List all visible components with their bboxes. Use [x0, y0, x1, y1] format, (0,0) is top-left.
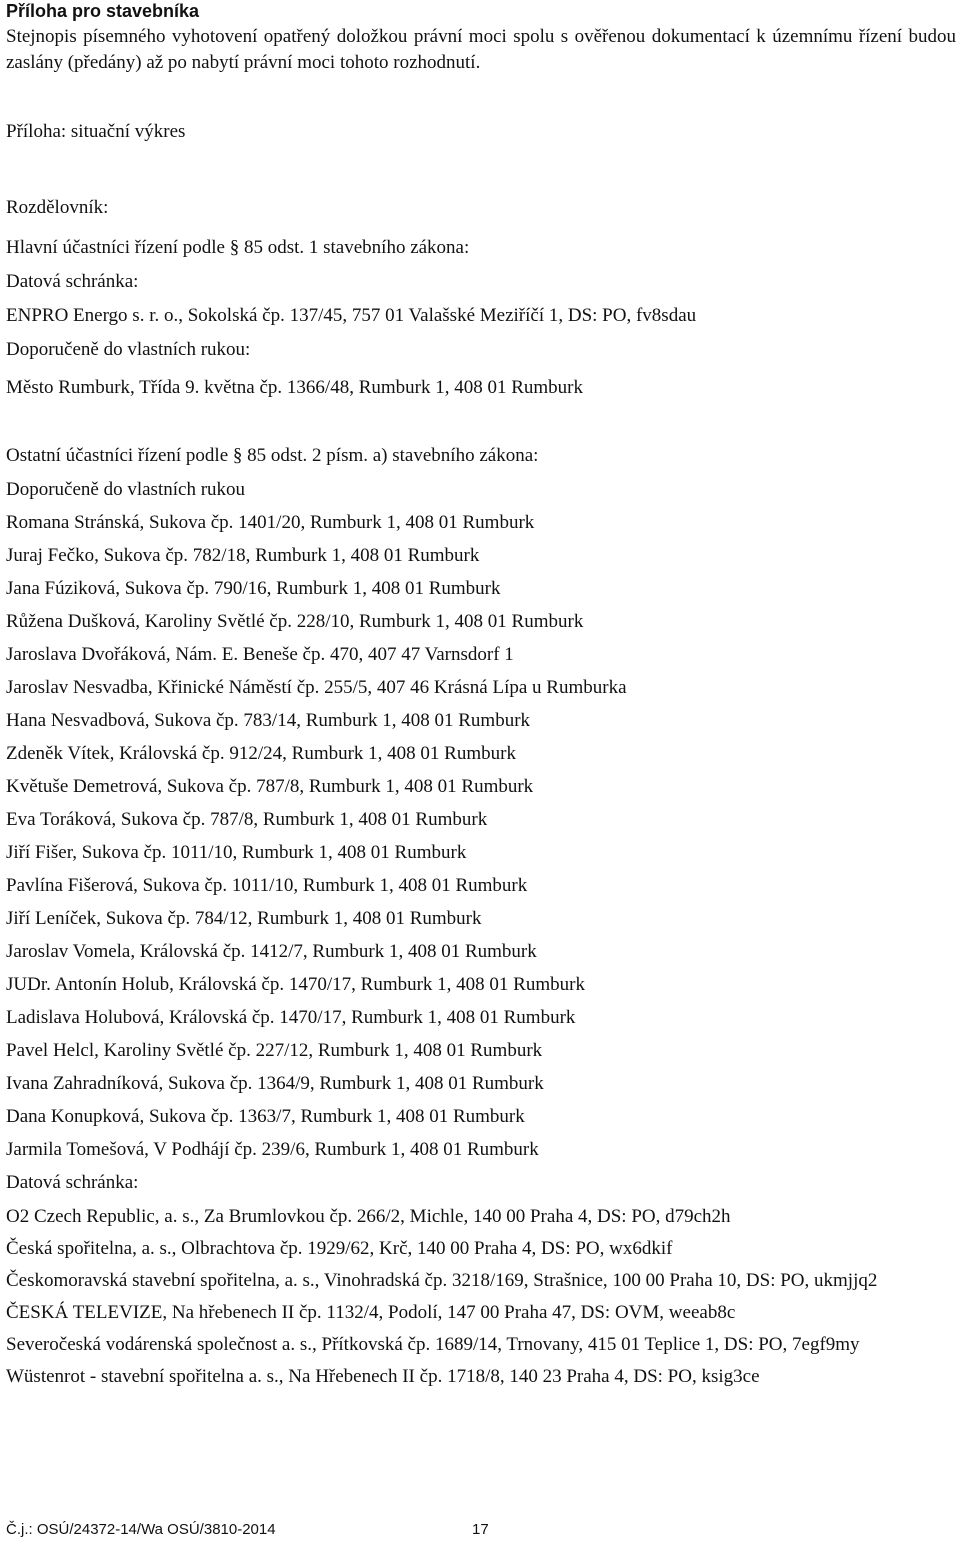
list-item: Jarmila Tomešová, V Podhájí čp. 239/6, Rumburk 1, 408 01 Rumburk — [6, 1139, 539, 1160]
list-item: O2 Czech Republic, a. s., Za Brumlovkou čp. 266/2, Michle, 140 00 Praha 4, DS: PO, d79ch2h — [6, 1206, 731, 1227]
other-personal-label: Doporučeně do vlastních rukou — [6, 479, 246, 500]
list-item: Pavel Helcl, Karoliny Světlé čp. 227/12, Rumburk 1, 408 01 Rumburk — [6, 1040, 543, 1061]
list-item: Jiří Leníček, Sukova čp. 784/12, Rumburk 1, 408 01 Rumburk — [6, 908, 482, 929]
list-item: ENPRO Energo s. r. o., Sokolská čp. 137/45, 757 01 Valašské Meziříčí 1, DS: PO, fv8sdau — [6, 305, 697, 326]
page-number: 17 — [472, 1521, 489, 1538]
footer-reference: Č.j.: OSÚ/24372-14/Wa OSÚ/3810-2014 — [6, 1521, 276, 1538]
list-item: Wüstenrot - stavební spořitelna a. s., Na Hřebenech II čp. 1718/8, 140 23 Praha 4, DS: PO, ksig3ce — [6, 1366, 760, 1387]
list-item: ČESKÁ TELEVIZE, Na hřebenech II čp. 1132/4, Podolí, 147 00 Praha 47, DS: OVM, weeab8c — [6, 1302, 736, 1323]
list-item: Dana Konupková, Sukova čp. 1363/7, Rumburk 1, 408 01 Rumburk — [6, 1106, 525, 1127]
list-item: Květuše Demetrová, Sukova čp. 787/8, Rumburk 1, 408 01 Rumburk — [6, 776, 534, 797]
document-page — [6, 0, 956, 1390]
main-ds-list — [6, 304, 956, 328]
list-item: Ladislava Holubová, Královská čp. 1470/17, Rumburk 1, 408 01 Rumburk — [6, 1007, 576, 1028]
list-item: Jaroslav Vomela, Královská čp. 1412/7, Rumburk 1, 408 01 Rumburk — [6, 941, 537, 962]
list-item: Pavlína Fišerová, Sukova čp. 1011/10, Rumburk 1, 408 01 Rumburk — [6, 875, 528, 896]
list-item: Jana Fúziková, Sukova čp. 790/16, Rumburk 1, 408 01 Rumburk — [6, 578, 501, 599]
other-participants-label: Ostatní účastníci řízení podle § 85 odst. 2 písm. a) stavebního zákona: — [6, 445, 539, 466]
list-item: Severočeská vodárenská společnost a. s., Přítkovská čp. 1689/14, Trnovany, 415 01 Teplice 1, DS: PO, 7egf9my — [6, 1334, 860, 1355]
list-item: Zdeněk Vítek, Královská čp. 912/24, Rumburk 1, 408 01 Rumburk — [6, 743, 516, 764]
attachment-line: Příloha: situační výkres — [6, 121, 186, 142]
main-ds-label: Datová schránka: — [6, 271, 139, 292]
list-item: Město Rumburk, Třída 9. května čp. 1366/48, Rumburk 1, 408 01 Rumburk — [6, 377, 583, 398]
main-personal-label: Doporučeně do vlastních rukou: — [6, 339, 251, 360]
list-item: Eva Toráková, Sukova čp. 787/8, Rumburk 1, 408 01 Rumburk — [6, 809, 488, 830]
list-item: Ivana Zahradníková, Sukova čp. 1364/9, Rumburk 1, 408 01 Rumburk — [6, 1073, 544, 1094]
other-ds-list — [6, 1204, 956, 1390]
list-item: Hana Nesvadbová, Sukova čp. 783/14, Rumburk 1, 408 01 Rumburk — [6, 710, 531, 731]
other-personal-list — [6, 511, 956, 1162]
other-ds-label: Datová schránka: — [6, 1172, 139, 1193]
list-item: Romana Stránská, Sukova čp. 1401/20, Rumburk 1, 408 01 Rumburk — [6, 512, 535, 533]
list-item: JUDr. Antonín Holub, Královská čp. 1470/17, Rumburk 1, 408 01 Rumburk — [6, 974, 585, 995]
main-personal-list — [6, 376, 956, 400]
list-item: Jaroslav Nesvadba, Křinické Náměstí čp. 255/5, 407 46 Krásná Lípa u Rumburka — [6, 677, 627, 698]
list-item: Jaroslava Dvořáková, Nám. E. Beneše čp. 470, 407 47 Varnsdorf 1 — [6, 644, 514, 665]
list-item: Českomoravská stavební spořitelna, a. s., Vinohradská čp. 3218/169, Strašnice, 100 00 Praha 10, DS: PO, ukmjjq2 — [6, 1270, 878, 1291]
intro-paragraph: Stejnopis písemného vyhotovení opatřený doložkou právní moci spolu s ověřenou dokumentací k územnímu řízení budou zaslány (předány) až po nabytí právní moci tohoto rozhodnutí. — [6, 26, 956, 73]
list-item: Česká spořitelna, a. s., Olbrachtova čp. 1929/62, Krč, 140 00 Praha 4, DS: PO, wx6dkif — [6, 1238, 673, 1259]
distribution-label: Rozdělovník: — [6, 197, 109, 218]
list-item: Juraj Fečko, Sukova čp. 782/18, Rumburk 1, 408 01 Rumburk — [6, 545, 480, 566]
list-item: Růžena Dušková, Karoliny Světlé čp. 228/10, Rumburk 1, 408 01 Rumburk — [6, 611, 584, 632]
page-heading: Příloha pro stavebníka — [6, 1, 200, 21]
list-item: Jiří Fišer, Sukova čp. 1011/10, Rumburk 1, 408 01 Rumburk — [6, 842, 467, 863]
main-participants-label: Hlavní účastníci řízení podle § 85 odst. 1 stavebního zákona: — [6, 237, 470, 258]
